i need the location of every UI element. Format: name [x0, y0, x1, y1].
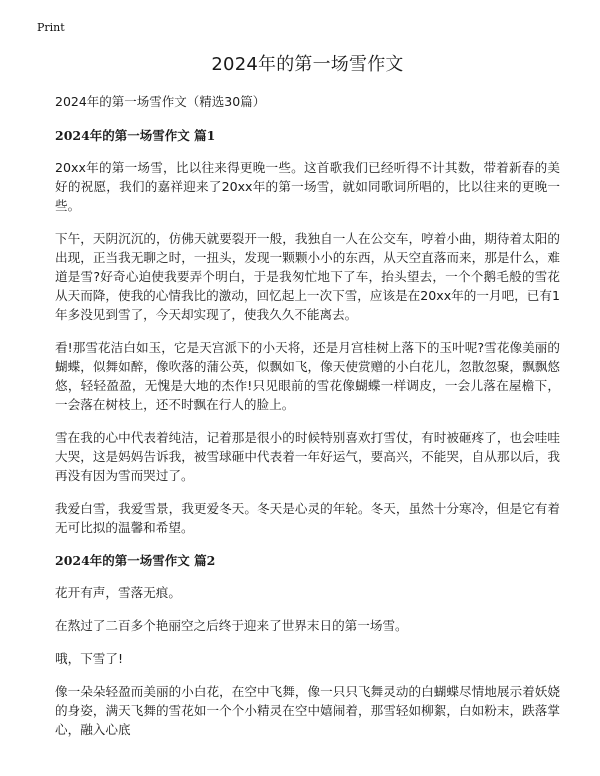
paragraph: 看!那雪花洁白如玉，它是天宫派下的小天将，还是月宫桂树上落下的玉叶呢?雪花像美丽的蝴蝶，似舞如醉，像吹落的蒲公英，似飘如飞，像天使赏赠的小白花儿，忽散忽聚，飘飘悠悠，轻轻盈盈，无愧是大地的杰作!只见眼前的雪花像蝴蝶一样调皮，一会儿落在屋檐下，一会落在树枝上，还不时飘在行人的脸上。 [55, 340, 560, 412]
paragraph: 像一朵朵轻盈而美丽的小白花，在空中飞舞，像一只只飞舞灵动的白蝴蝶尽情地展示着妖娆的身姿，满天飞舞的雪花如一个个小精灵在空中嬉闹着，那雪轻如柳絮，白如粉末，跌落掌心，融入心底 [55, 684, 560, 737]
paragraph: 花开有声，雪落无痕。 [55, 585, 181, 600]
document-body [55, 50, 560, 753]
essay-section-2 [55, 551, 560, 739]
paragraph: 在熬过了二百多个艳丽空之后终于迎来了世界末日的第一场雪。 [55, 618, 408, 633]
document-title: 2024年的第一场雪作文 [211, 54, 404, 75]
section-heading: 2024年的第一场雪作文 篇2 [55, 553, 216, 568]
paragraph: 下午，天阴沉沉的，仿佛天就要裂开一般，我独自一人在公交车，哼着小曲，期待着太阳的出现，正当我无聊之时，一扭头，发现一颗颗小小的东西，从天空直落而来，那是什么，难道是雪?好奇心迫使我要弄个明白，于是我匆忙地下了车，抬头望去，一个个鹅毛般的雪花从天而降，使我的心情我比的激动，回忆起上一次下雪，应该是在20xx年的一月吧，已有1年多没见到雪了，今天却实现了，使我久久不能离去。 [55, 231, 560, 322]
document-subtitle: 2024年的第一场雪作文（精选30篇） [55, 94, 266, 109]
print-link[interactable]: Print [37, 21, 65, 34]
section-heading: 2024年的第一场雪作文 篇1 [55, 128, 216, 143]
paragraph: 哦，下雪了! [55, 651, 124, 666]
paragraph: 20xx年的第一场雪，比以往来得更晚一些。这首歌我们已经听得不计其数，带着新春的美好的祝愿，我们的嘉祥迎来了20xx年的第一场雪，就如同歌词所唱的，比以往来的更晚一些。 [55, 160, 560, 213]
paragraph: 我爱白雪，我爱雪景，我更爱冬天。冬天是心灵的年轮。冬天，虽然十分寒冷，但是它有着无可比拟的温馨和希望。 [55, 501, 560, 535]
paragraph: 雪在我的心中代表着纯洁，记着那是很小的时候特别喜欢打雪仗，有时被砸疼了，也会哇哇大哭，这是妈妈告诉我，被雪球砸中代表着一年好运气，要高兴，不能哭，自从那以后，我再没有因为雪而哭过了。 [55, 430, 560, 483]
essay-section-1 [55, 126, 560, 537]
